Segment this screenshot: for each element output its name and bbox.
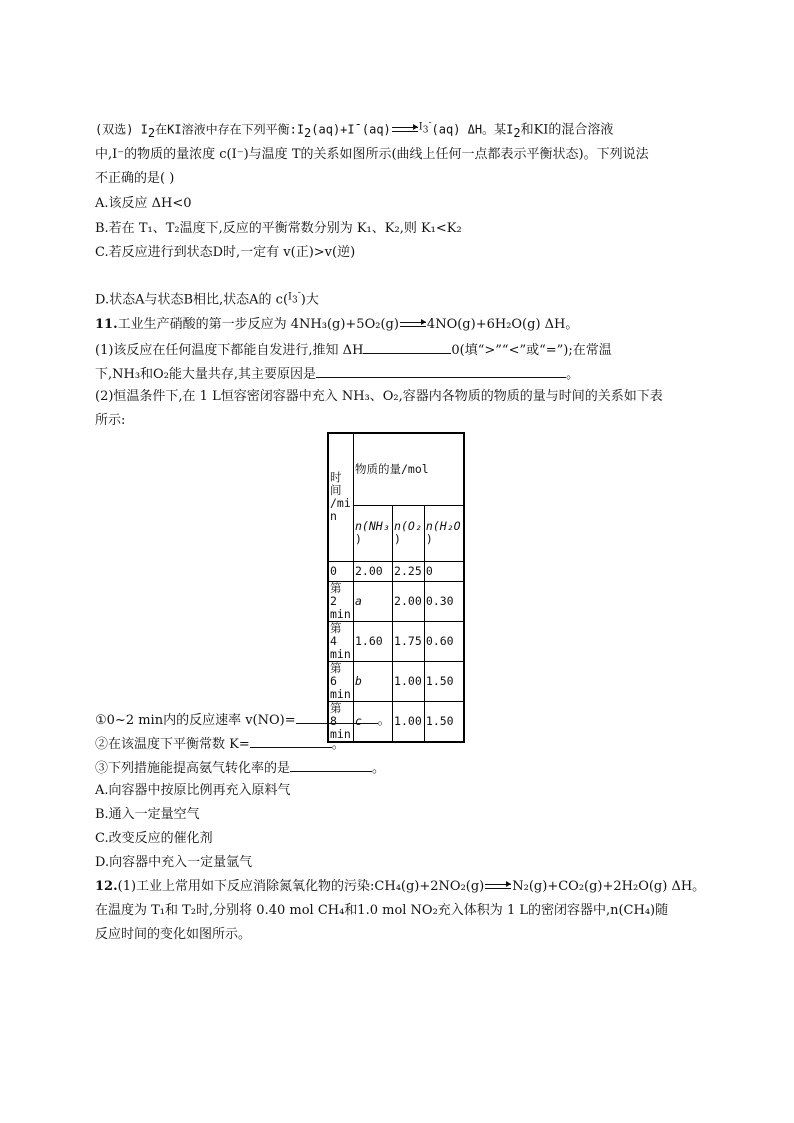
answer-blank[interactable]: [316, 364, 566, 378]
q11-sub1: ①0~2 min内的反应速率 v(NO)= 。: [95, 710, 391, 730]
q11-option-a: A.向容器中按原比例再充入原料气: [95, 783, 291, 798]
q11-part2-line2: 所示:: [95, 413, 126, 428]
header-h2o: n(H₂O ): [424, 505, 464, 561]
answer-blank[interactable]: [250, 734, 332, 748]
triiodide-formula: $I_3^-$: [288, 288, 301, 306]
q10-option-d: D.状态A与状态B相比,状态A的 $c(I_3^-)$大: [95, 284, 319, 309]
header-nh3: n(NH₃ ): [354, 505, 393, 561]
q11-part2-line1: (2)恒温条件下,在 1 L恒容密闭容器中充入 NH₃、O₂,容器内各物质的物质的量与时间的关系如下表: [95, 389, 663, 404]
equilibrium-arrow-icon: [392, 126, 418, 134]
q11-option-d: D.向容器中充入一定量氩气: [95, 855, 253, 870]
header-amount: 物质的量/mol: [354, 433, 465, 505]
table-row: 第 8 min c 1.00 1.50: [328, 701, 464, 742]
header-o2: n(O₂ ): [393, 505, 425, 561]
amount-time-table: [327, 432, 465, 743]
answer-blank[interactable]: [363, 340, 451, 354]
q10-stem-line2: 中,I⁻的物质的量浓度 c(I⁻)与温度 T的关系如图所示(曲线上任何一点都表示平衡状态)。下列说法: [95, 147, 649, 162]
equilibrium-arrow-icon: [485, 883, 511, 891]
q11-part1-line1: (1)该反应在任何温度下都能自发进行,推知 ΔH 0(填“>”“<”或“=”);在常温: [95, 340, 612, 360]
q11-part1-line2: 下,NH₃和O₂能大量共存,其主要原因是 。: [95, 364, 579, 384]
table-row: 第 4 min 1.60 1.75 0.60: [328, 621, 464, 661]
q10-option-b: B.若在 T₁、T₂温度下,反应的平衡常数分别为 K₁、K₂,则 K₁<K₂: [95, 221, 462, 236]
q11-sub2: ②在该温度下平衡常数 K= 。: [95, 734, 345, 754]
table-row: 第 6 min b 1.00 1.50: [328, 661, 464, 701]
q12-line2: 在温度为 T₁和 T₂时,分别将 0.40 mol CH₄和1.0 mol NO₂充入体积为 1 L的密闭容器中,n(CH₄)随: [95, 903, 669, 918]
equilibrium-arrow-icon: [400, 321, 426, 329]
answer-blank[interactable]: [296, 710, 378, 724]
q11-option-c: C.改变反应的催化剂: [95, 831, 213, 846]
header-time: 时 间 /mi n: [328, 433, 354, 561]
q11-sub3: ③下列措施能提高氨气转化率的是 。: [95, 758, 385, 778]
q10-option-a: A.该反应 ΔH<0: [95, 196, 192, 211]
answer-blank[interactable]: [290, 758, 372, 772]
table-row: 0 2.00 2.25 0: [328, 561, 464, 581]
q11-option-b: B.通入一定量空气: [95, 807, 200, 822]
q12-line1: 12.(1)工业上常用如下反应消除氮氧化物的污染:CH₄(g)+2NO₂(g) N₂(g)+CO₂(g)+2H₂O(g) ΔH。: [95, 879, 706, 894]
q12-line3: 反应时间的变化如图所示。: [95, 927, 252, 942]
q10-stem-line1: (双选) $I_2$在KI溶液中存在下列平衡$:I_2(aq)+I^-(aq)$ $I_3^-(aq)$ ΔH。某$I_2$和KI的混合溶液: [95, 114, 613, 142]
q10-stem-line3: 不正确的是( ): [95, 171, 175, 186]
triiodide-formula: $I_3^-$: [418, 118, 432, 136]
q10-option-c: C.若反应进行到状态D时,一定有 v(正)>v(逆): [95, 245, 356, 260]
q11-stem: 11.工业生产硝酸的第一步反应为 4NH₃(g)+5O₂(g) 4NO(g)+6H₂O(g) ΔH。: [95, 317, 579, 332]
table-row: 第 2 min a 2.00 0.30: [328, 581, 464, 621]
